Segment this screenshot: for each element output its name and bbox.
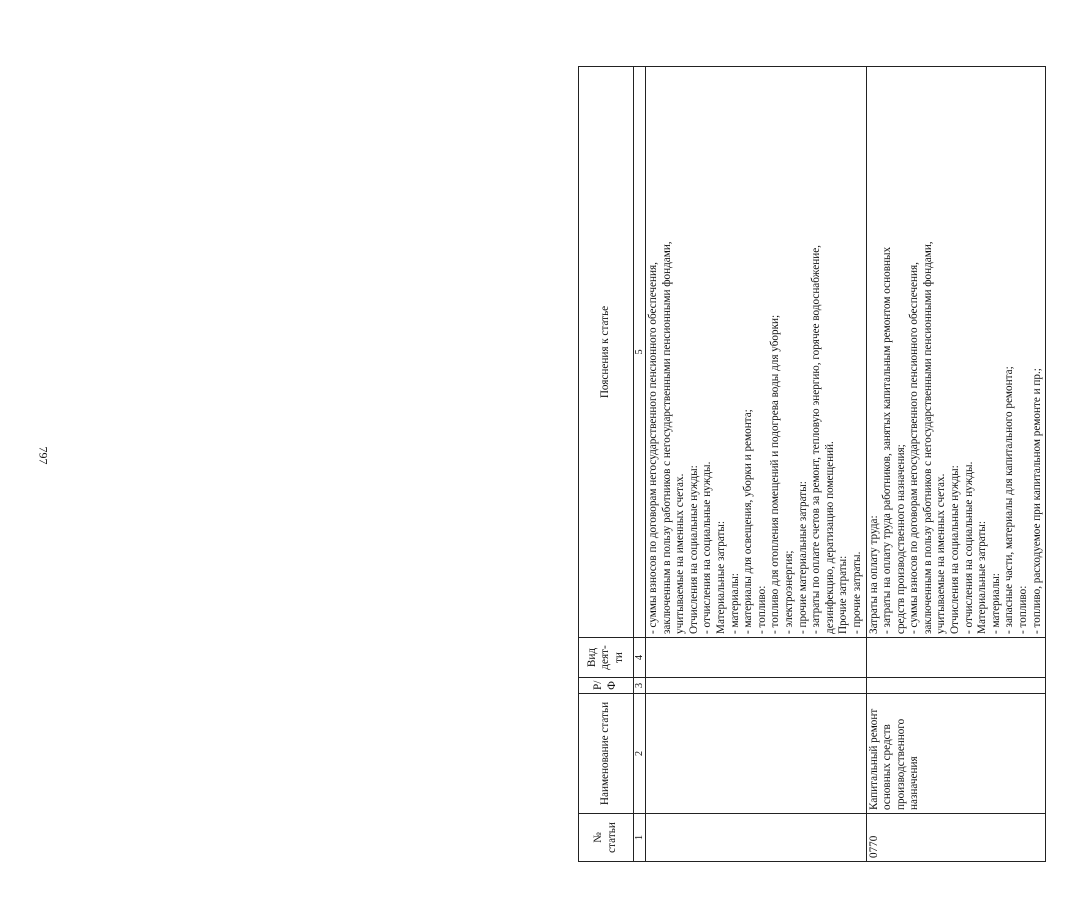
explanation-line: заключенным в пользу работников с негосударственными пенсионными фондами, (921, 241, 934, 634)
row-rf (866, 678, 1046, 694)
explanation-line: Прочие затраты: (837, 555, 850, 634)
row-activity (866, 638, 1046, 678)
explanation-line: - топливо: (1017, 585, 1030, 634)
explanation-line: учитываемые на именных счетах. (674, 473, 687, 634)
articles-table (578, 66, 1046, 862)
explanation-line: - суммы взносов по договорам негосударственного пенсионного обеспечения, (647, 262, 659, 634)
row-name: Капитальный ремонт основных средств производственного назначения (866, 694, 1046, 814)
column-number: 4 (634, 638, 646, 678)
rotated-table-container (578, 66, 1071, 862)
explanation-line: - топливо: (755, 585, 768, 634)
column-number-row (634, 67, 646, 862)
explanation-line: - топливо для отопления помещений и подогрева воды для уборки; (769, 314, 782, 634)
header-activity (579, 638, 634, 678)
explanation-line: - отчисления на социальные нужды. (701, 461, 714, 634)
header-rf-line1: Р/ (592, 680, 605, 690)
row-code: 0770 (866, 814, 1046, 862)
explanation-line: - материалы: (728, 573, 741, 634)
explanation-line: Отчисления на социальные нужды: (949, 465, 962, 634)
explanation-line: Материальные затраты: (976, 521, 989, 634)
explanation-line: - затраты на оплату труда работников, занятых капитальным ремонтом основных (881, 246, 894, 634)
explanation-line: - запасные части, материалы для капитального ремонта; (1003, 366, 1016, 634)
explanation-line: учитываемые на именных счетах. (935, 473, 948, 634)
explanation-line: - затраты по оплате счетов за ремонт, тепловую энергию, горячее водоснабжение, (810, 245, 823, 634)
header-number-line2: статьи (606, 822, 618, 853)
header-row (579, 67, 634, 862)
explanation-line: - отчисления на социальные нужды. (962, 461, 975, 634)
row-code (646, 814, 867, 862)
header-explanation: Пояснения к статье (579, 67, 634, 638)
explanation-line: - материалы: (989, 573, 1002, 634)
explanation-line: Отчисления на социальные нужды: (687, 465, 700, 634)
explanation-line: - прочие материальные затраты: (796, 481, 809, 634)
header-name: Наименование статьи (579, 694, 634, 814)
column-number: 5 (634, 67, 646, 638)
row-explanation (646, 67, 867, 638)
explanation-line: - прочие затраты. (850, 551, 863, 634)
explanation-line: - суммы взносов по договорам негосударственного пенсионного обеспечения, (908, 262, 921, 634)
table-row (646, 67, 867, 862)
column-number: 3 (634, 678, 646, 694)
explanation-line: - материалы для освещения, уборки и ремонта; (742, 409, 755, 634)
row-activity (646, 638, 867, 678)
explanation-line: - электроэнергия; (782, 550, 795, 634)
row-name (646, 694, 867, 814)
explanation-line: дезинфекцию, дератизацию помещений. (823, 441, 836, 634)
explanation-line: Затраты на оплату труда: (867, 515, 880, 634)
header-rf-line2: Ф (606, 681, 618, 690)
explanation-line: Материальные затраты: (714, 521, 727, 634)
row-rf (646, 678, 867, 694)
row-explanation (866, 67, 1046, 638)
explanation-line: средств производственного назначения; (894, 444, 907, 634)
header-activity-line1: Вид (585, 647, 598, 668)
column-number: 2 (634, 694, 646, 814)
column-number: 1 (634, 814, 646, 862)
table-row (866, 67, 1046, 862)
header-number-line1: № (592, 832, 605, 843)
header-number (579, 814, 634, 862)
explanation-line: заключенным в пользу работников с негосударственными пенсионными фондами, (660, 241, 673, 634)
explanation-line: - топливо, расходуемое при капитальном ремонте и пр.; (1030, 368, 1043, 634)
header-rf (579, 678, 634, 694)
header-activity-line2: деят-ти (599, 645, 625, 670)
page-number: 797 (36, 446, 51, 465)
